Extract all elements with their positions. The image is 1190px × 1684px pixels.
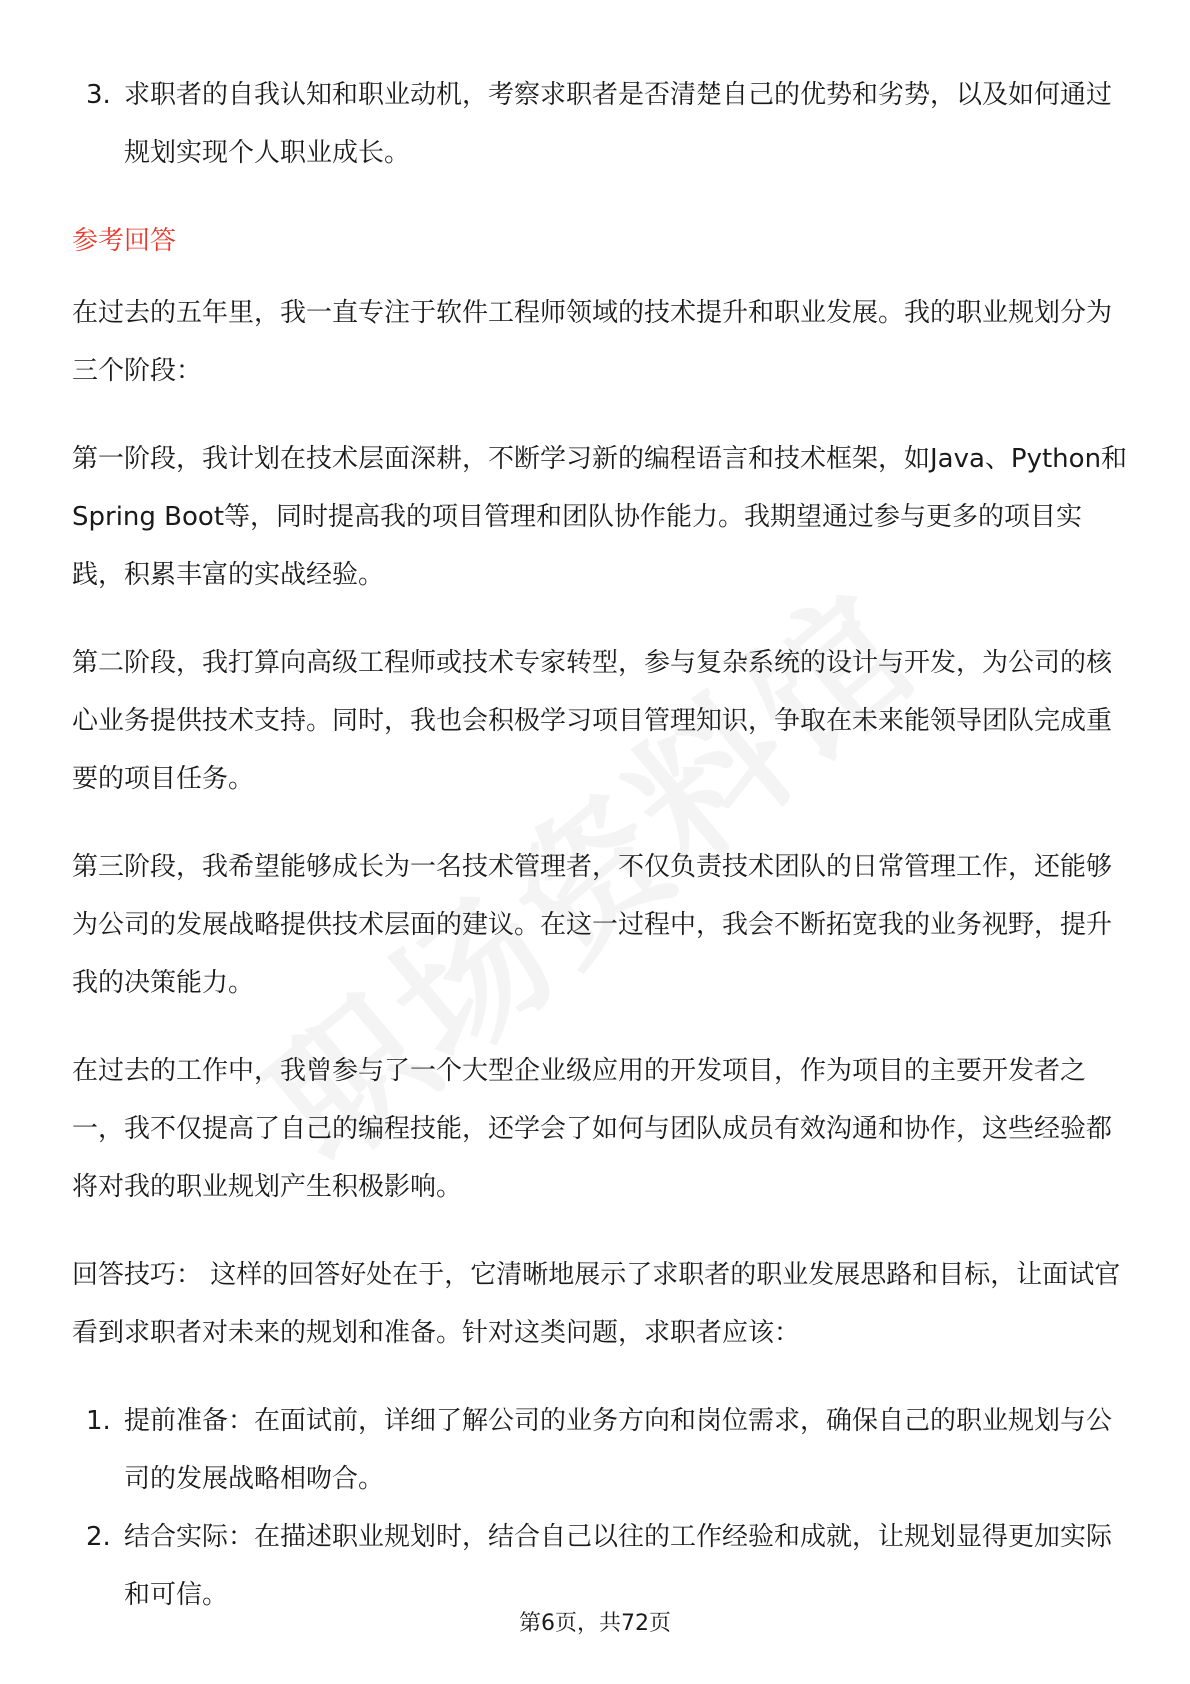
section-heading: 参考回答 bbox=[72, 226, 177, 256]
paragraph-stage-1: 第一阶段，我计划在技术层面深耕，不断学习新的编程语言和技术框架，如Java、Python和Spring Boot等，同时提高我的项目管理和团队协作能力。我期望通过参与更多的项目实践，积累丰富的实战经验。 bbox=[72, 444, 1128, 590]
list-item bbox=[72, 66, 1132, 182]
paragraph-intro: 在过去的五年里，我一直专注于软件工程师领域的技术提升和职业发展。我的职业规划分为三个阶段： bbox=[72, 298, 1113, 386]
tips-list bbox=[72, 1392, 1132, 1624]
list-text: 求职者的自我认知和职业动机，考察求职者是否清楚自己的优势和劣势，以及如何通过规划实现个人职业成长。 bbox=[124, 80, 1113, 168]
paragraph-stage-3: 第三阶段，我希望能够成长为一名技术管理者，不仅负责技术团队的日常管理工作，还能够为公司的发展战略提供技术层面的建议。在这一过程中，我会不断拓宽我的业务视野，提升我的决策能力。 bbox=[72, 852, 1113, 998]
list-number: 3. bbox=[86, 80, 111, 110]
list-item bbox=[72, 1392, 1132, 1508]
list-text: 提前准备：在面试前，详细了解公司的业务方向和岗位需求，确保自己的职业规划与公司的发展战略相吻合。 bbox=[124, 1406, 1113, 1494]
page-footer: 第6页，共72页 bbox=[519, 1611, 671, 1636]
top-list bbox=[72, 66, 1132, 182]
document-body bbox=[72, 66, 1132, 1624]
paragraph-experience: 在过去的工作中，我曾参与了一个大型企业级应用的开发项目，作为项目的主要开发者之一，我不仅提高了自己的编程技能，还学会了如何与团队成员有效沟通和协作，这些经验都将对我的职业规划产生积极影响。 bbox=[72, 1056, 1113, 1202]
list-number: 2. bbox=[86, 1522, 111, 1552]
paragraph-tips: 回答技巧： 这样的回答好处在于，它清晰地展示了求职者的职业发展思路和目标，让面试官看到求职者对未来的规划和准备。针对这类问题，求职者应该： bbox=[72, 1260, 1121, 1348]
list-number: 1. bbox=[86, 1406, 111, 1436]
list-text: 结合实际：在描述职业规划时，结合自己以往的工作经验和成就，让规划显得更加实际和可信。 bbox=[124, 1522, 1113, 1610]
paragraph-stage-2: 第二阶段，我打算向高级工程师或技术专家转型，参与复杂系统的设计与开发，为公司的核心业务提供技术支持。同时，我也会积极学习项目管理知识，争取在未来能领导团队完成重要的项目任务。 bbox=[72, 648, 1113, 794]
